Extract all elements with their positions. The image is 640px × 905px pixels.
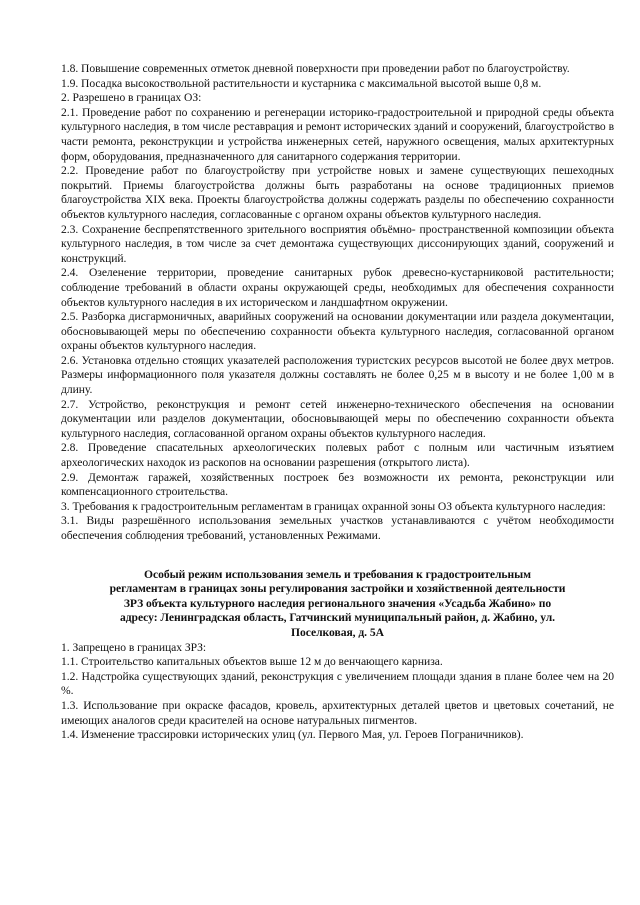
- heading-line: ЗРЗ объекта культурного наследия регионального значения «Усадьба Жабино» по: [123, 596, 552, 610]
- heading-line: Поселковая, д. 5А: [291, 625, 384, 639]
- paragraph-zrz-1-1: 1.1. Строительство капитальных объектов выше 12 м до венчающего карниза.: [61, 655, 443, 669]
- section-heading: [71, 568, 604, 641]
- heading-line: адресу: Ленинградская область, Гатчинский муниципальный район, д. Жабино, ул.: [119, 611, 556, 625]
- paragraph-3-1: 3.1. Виды разрешённого использования земельных участков устанавливаются с учётом необходимости обеспечения соблюдения требований, установленных Режимами.: [61, 514, 614, 542]
- paragraph-2-1: 2.1. Проведение работ по сохранению и регенерации историко-градостроительной и природной среды объекта культурного наследия, в том числе реставрация и ремонт исторических зданий и сооружений, благоустройство в части ремонта, реконструкции и устройства инженерных сетей, наружного освещения, малых архитектурных форм, оборудования, предназначенного для санитарного содержания территории.: [61, 105, 614, 163]
- paragraph-2-9: 2.9. Демонтаж гаражей, хозяйственных построек без возможности их ремонта, реконструкции или компенсационного строительства.: [61, 470, 614, 499]
- heading-line: Особый режим использования земель и требования к градостроительным: [144, 567, 531, 581]
- paragraph-2-2: 2.2. Проведение работ по благоустройству при устройстве новых и замене существующих пешеходных покрытий. Приемы благоустройства должны быть разработаны на основе традиционных приемов благоустройства XIX века. Проекты благоустройства должны содержать разделы по обеспечению сохранности объектов культурного наследия, согласованные с органом охраны объектов культурного наследия.: [61, 164, 614, 221]
- paragraph-2-8: 2.8. Проведение спасательных археологических полевых работ с полным или частичным изъятием археологических находок из раскопов на основании разрешения (открытого листа).: [61, 441, 614, 470]
- paragraph-2-5: 2.5. Разборка дисгармоничных, аварийных сооружений на основании документации или раздела документации, обосновывающей меры по обеспечению сохранности объекта культурного наследия, согласованной органом охраны объектов культурного наследия.: [61, 310, 614, 353]
- paragraph-2-3: 2.3. Сохранение беспрепятственного зрительного восприятия объёмно- пространственной композиции объекта культурного наследия, в том числе за счет демонтажа существующих диссонирующих зданий, сооружений и конструкций.: [61, 222, 614, 265]
- paragraph-zrz-1-4: 1.4. Изменение трассировки исторических улиц (ул. Первого Мая, ул. Героев Пограничников).: [61, 728, 524, 742]
- paragraph-1-9: 1.9. Посадка высокоствольной растительности и кустарника с максимальной высотой выше 0,8 м.: [61, 76, 542, 90]
- document-page: [61, 62, 614, 743]
- heading-line: регламентам в границах зоны регулирования застройки и хозяйственной деятельности: [109, 582, 566, 596]
- paragraph-2-4: 2.4. Озеленение территории, проведение санитарных рубок древесно-кустарниковой растительности; соблюдение требований в области охраны окружающей среды, необходимых для обеспечения сохранности объектов культурного наследия в их историческом и ландшафтном окружении.: [61, 266, 614, 309]
- paragraph-zrz-1-3: 1.3. Использование при окраске фасадов, кровель, архитектурных деталей цветов и цветовых сочетаний, не имеющих аналогов среди красителей на основе натуральных пигментов.: [61, 698, 614, 727]
- paragraph-2-6: 2.6. Установка отдельно стоящих указателей расположения туристских ресурсов высотой не более двух метров. Размеры информационного поля указателя должны составлять не более 0,25 м в высоту и не более 1,00 м в длину.: [61, 353, 614, 397]
- paragraph-3: 3. Требования к градостроительным регламентам в границах охранной зоны ОЗ объекта культурного наследия:: [61, 499, 606, 513]
- paragraph-2-7: 2.7. Устройство, реконструкция и ремонт сетей инженерно-технического обеспечения на основании документации или разделов документации, обосновывающей меры по обеспечению сохранности объекта культурного наследия, согласованной органом охраны объектов культурного наследия.: [61, 397, 614, 440]
- paragraph-zrz-1-2: 1.2. Надстройка существующих зданий, реконструкция с увеличением площади здания в плане более чем на 20 %.: [61, 669, 614, 698]
- paragraph-1-8: 1.8. Повышение современных отметок дневной поверхности при проведении работ по благоустройству.: [61, 62, 570, 75]
- paragraph-zrz-1: 1. Запрещено в границах ЗРЗ:: [61, 640, 207, 654]
- paragraph-2: 2. Разрешено в границах ОЗ:: [61, 91, 202, 105]
